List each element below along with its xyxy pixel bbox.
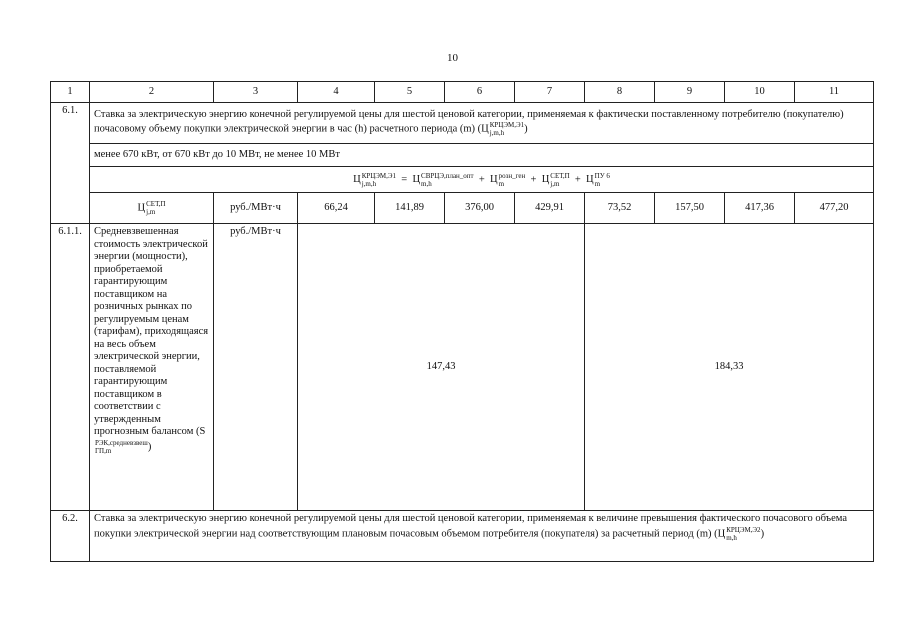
formula-superscript: ПУ 6 (594, 171, 610, 180)
section-6-1-1-row (51, 224, 874, 511)
section-number: 6.1. (51, 103, 90, 224)
rate-value: 417,36 (725, 193, 795, 224)
formula-term-1 (412, 171, 474, 188)
page-number: 10 (447, 52, 458, 64)
rate-value: 66,24 (298, 193, 375, 224)
consumer-range-row (51, 144, 874, 167)
section-number: 6.1.1. (51, 224, 90, 511)
rate-value: 429,91 (515, 193, 585, 224)
formula-term-3 (541, 171, 570, 188)
symbol-subscript: ГП,m (95, 446, 112, 455)
weighted-cost-value-b: 184,33 (585, 224, 874, 511)
section-6-1-row (51, 103, 874, 144)
symbol-superscript: РЭК,средневзвеш (95, 438, 148, 447)
formula-superscript: СЕТ,П (550, 171, 570, 180)
symbol-indices (726, 526, 760, 542)
section-text: Средневзвешенная стоимость электрической энергии (мощности), приобретаемой гарантирующим поставщиком на розничных рынках по регулируемым ценам (тарифам), приходящаяся на весь объем электрической энергии, поставляемой гарантирующим поставщиком в соответствии с утвержденным прогнозным балансом (S (94, 226, 209, 437)
rate-value: 157,50 (655, 193, 725, 224)
section-unit: руб./МВт·ч (214, 224, 298, 511)
symbol-subscript: j,m,h (489, 129, 505, 138)
section-text: Ставка за электрическую энергию конечной регулируемой цены для шестой ценовой категории, применяемая к величине превышения фактического почасового объема покупки электрической энергии над соответствующим плановым почасовым объемом потребителя (покупателя) за расчетный период (m) (Ц (94, 513, 847, 539)
tariff-table (50, 81, 874, 562)
column-header: 11 (795, 82, 874, 103)
formula-superscript: СВРЦЭ,план_опт (421, 171, 474, 180)
weighted-cost-value-a: 147,43 (298, 224, 585, 511)
column-header: 8 (585, 82, 655, 103)
rate-unit: руб./МВт·ч (214, 193, 298, 224)
column-header: 3 (214, 82, 298, 103)
formula-term-2 (490, 171, 526, 188)
price-formula (90, 167, 874, 193)
formula-indices (595, 172, 610, 188)
closing-paren: ) (524, 123, 528, 135)
formula-subscript: m (594, 179, 601, 188)
symbol-indices (490, 121, 524, 137)
rate-value: 141,89 (375, 193, 445, 224)
formula-subscript: m (498, 179, 505, 188)
rate-value: 477,20 (795, 193, 874, 224)
formula-symbol: Ц (541, 173, 550, 185)
rate-value: 376,00 (445, 193, 515, 224)
network-rate-row (51, 193, 874, 224)
formula-indices (421, 172, 474, 188)
section-description (90, 103, 874, 144)
formula-symbol: Ц (137, 202, 146, 214)
formula-plus: + (574, 173, 581, 185)
formula-symbol: Ц (353, 173, 361, 185)
column-header: 10 (725, 82, 795, 103)
closing-paren: ) (147, 440, 152, 452)
formula-symbol: Ц (490, 173, 498, 185)
column-header: 7 (515, 82, 585, 103)
section-description (90, 511, 874, 562)
consumer-range-text: менее 670 кВт, от 670 кВт до 10 МВт, не менее 10 МВт (90, 144, 874, 167)
symbol-subscript: j,m (146, 208, 156, 216)
column-header: 2 (90, 82, 214, 103)
symbol-superscript: КРЦЭМ,Э1 (489, 121, 525, 130)
section-number: 6.2. (51, 511, 90, 562)
symbol-indices (95, 439, 148, 455)
formula-plus: + (530, 173, 537, 185)
section-description (90, 224, 214, 511)
column-header: 5 (375, 82, 445, 103)
formula-indices (499, 172, 526, 188)
symbol-indices (146, 200, 165, 216)
formula-subscript: m,h (421, 179, 432, 188)
formula-superscript: розн_ген (498, 171, 526, 180)
formula-subscript: j,m (550, 179, 560, 188)
rate-value: 73,52 (585, 193, 655, 224)
formula-equals: = (401, 173, 408, 185)
column-header: 6 (445, 82, 515, 103)
formula-symbol: Ц (586, 173, 594, 185)
column-header: 1 (51, 82, 90, 103)
column-header: 9 (655, 82, 725, 103)
symbol-subscript: m,h (726, 533, 737, 542)
formula-subscript: j,m,h (361, 179, 377, 188)
formula-term-4 (586, 171, 610, 188)
symbol-superscript: СЕТ,П (146, 200, 166, 208)
formula-lhs (353, 171, 397, 188)
column-number-row (51, 82, 874, 103)
formula-indices (362, 172, 396, 188)
formula-symbol: Ц (412, 173, 421, 185)
rate-symbol (90, 193, 214, 224)
formula-indices (550, 172, 569, 188)
closing-paren: ) (760, 527, 765, 539)
formula-plus: + (478, 173, 485, 185)
formula-row (51, 167, 874, 193)
formula-superscript: КРЦЭМ,Э1 (361, 171, 397, 180)
column-header: 4 (298, 82, 375, 103)
symbol-superscript: КРЦЭМ,Э2 (726, 525, 761, 534)
section-text: Ставка за электрическую энергию конечной регулируемой цены для шестой ценовой категории, применяемая к фактически поставленному потребителю (покупателю) почасовому объему покупки электрической энергии в час (h) расчетного периода (m) (Ц (94, 108, 844, 135)
section-6-2-row (51, 511, 874, 562)
